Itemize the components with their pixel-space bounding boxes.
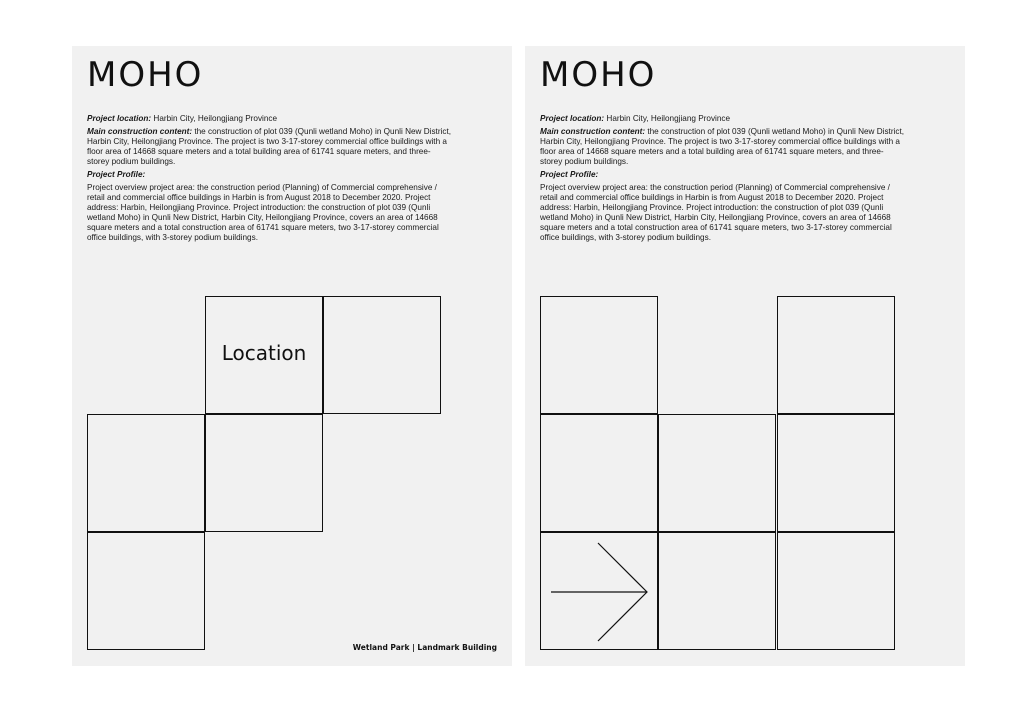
project-location-value: Harbin City, Heilongjiang Province [151, 114, 278, 123]
construction-content-value: the construction of plot 039 (Qunli wetland Moho) in Qunli New District, Harbin City, Heilongjiang Province. The project is two 3-17-storey commercial office buildings with a floor area of 14668 square meters and a total building area of 61741 square meters, and three-storey podium buildings. [87, 127, 452, 166]
project-profile-text: Project overview project area: the construction period (Planning) of Commercial comprehensive / retail and commercial office buildings in Harbin is from August 2018 to December 2020. Project address: Harbin, Heilongjiang Province. Project introduction: the construction of plot 039 (Qunli wetland Moho) in Qunli New District, Harbin City, Heilongjiang Province, covers an area of 14668 square meters and a total construction area of 61741 square meters, two 3-17-storey commercial office buildings, with 3-storey podium buildings. [540, 183, 892, 242]
project-location [87, 114, 452, 124]
project-info [540, 114, 905, 246]
project-profile-heading [87, 170, 452, 180]
project-location [540, 114, 905, 124]
grid-cell [205, 414, 323, 532]
moho-logo: MOHO [87, 55, 204, 95]
right-page [525, 46, 965, 666]
project-location-label: Project location: [540, 114, 605, 123]
grid-cell [87, 414, 205, 532]
left-page [72, 46, 512, 666]
project-location-value: Harbin City, Heilongjiang Province [604, 114, 731, 123]
arrow-right-icon [541, 533, 659, 651]
grid-cell [777, 414, 895, 532]
construction-content [87, 127, 452, 167]
location-label: Location [221, 341, 307, 365]
grid-cell [658, 414, 776, 532]
construction-content-label: Main construction content: [87, 127, 193, 136]
project-profile-label: Project Profile: [87, 170, 146, 179]
construction-content-label: Main construction content: [540, 127, 646, 136]
grid-cell [777, 296, 895, 414]
project-location-label: Project location: [87, 114, 152, 123]
grid-cell [87, 532, 205, 650]
construction-content [540, 127, 905, 167]
grid-cell [540, 532, 658, 650]
moho-logo: MOHO [540, 55, 657, 95]
construction-content-value: the construction of plot 039 (Qunli wetland Moho) in Qunli New District, Harbin City, Heilongjiang Province. The project is two 3-17-storey commercial office buildings with a floor area of 14668 square meters and a total building area of 61741 square meters, and three-storey podium buildings. [540, 127, 905, 166]
project-profile-text: Project overview project area: the construction period (Planning) of Commercial comprehensive / retail and commercial office buildings in Harbin is from August 2018 to December 2020. Project address: Harbin, Heilongjiang Province. Project introduction: the construction of plot 039 (Qunli wetland Moho) in Qunli New District, Harbin City, Heilongjiang Province, covers an area of 14668 square meters and a total construction area of 61741 square meters, two 3-17-storey commercial office buildings, with 3-storey podium buildings. [87, 183, 439, 242]
grid-cell [205, 296, 323, 414]
grid-cell [323, 296, 441, 414]
grid-cell [658, 532, 776, 650]
project-info [87, 114, 452, 246]
grid-cell [540, 296, 658, 414]
project-profile-heading [540, 170, 905, 180]
footer-caption: Wetland Park | Landmark Building [352, 643, 497, 652]
grid-cell [540, 414, 658, 532]
grid-cell [777, 532, 895, 650]
project-profile-label: Project Profile: [540, 170, 599, 179]
